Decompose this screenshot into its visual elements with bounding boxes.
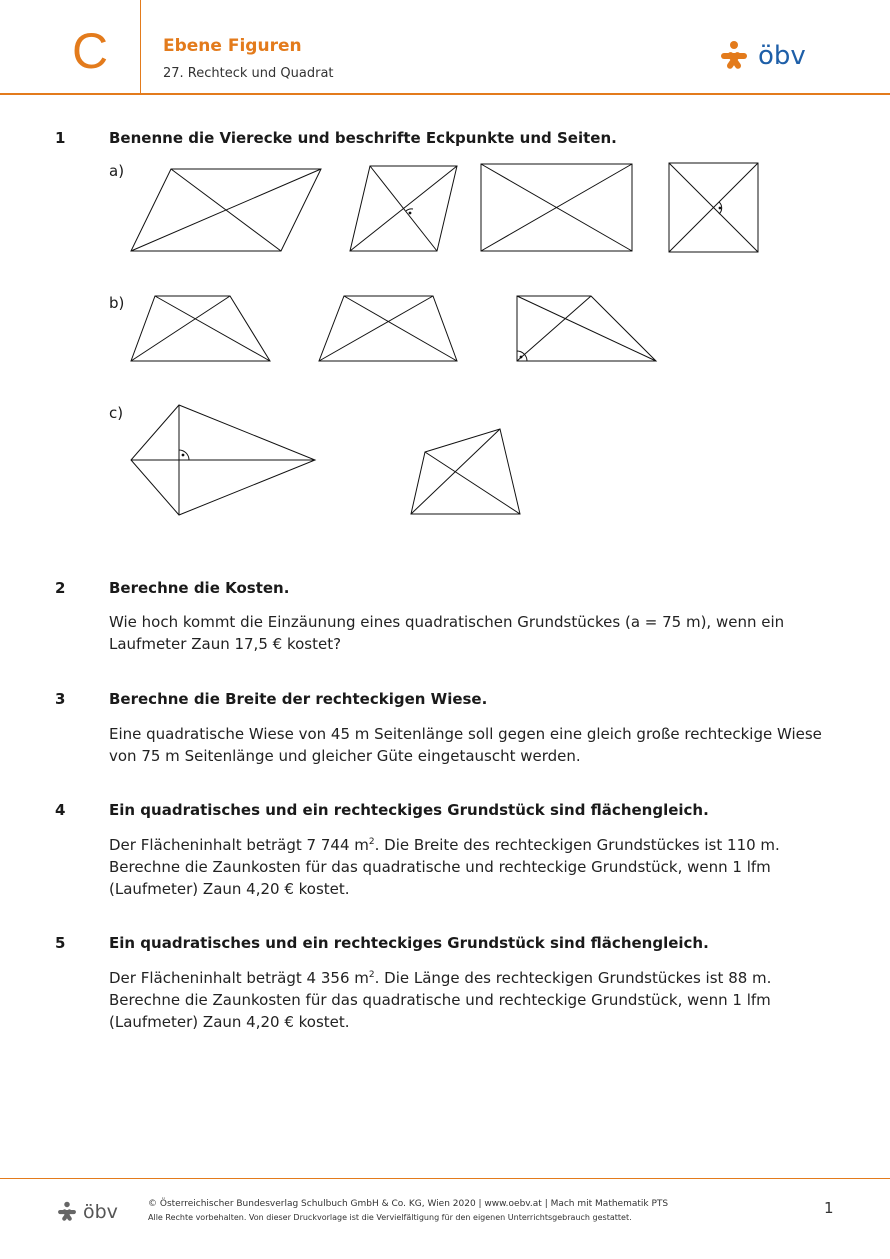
part-label-c: c) [109,404,124,422]
footer-logo-text: öbv [83,1201,118,1223]
task-title: Benenne die Vierecke und beschrifte Eckpunkte und Seiten. [109,129,617,147]
figure-right-trapezoid [517,296,656,361]
part-label-b: b) [109,294,125,312]
rights-text: Alle Rechte vorbehalten. Von dieser Druckvorlage ist die Vervielfältigung für den eigenen Unterrichtsgebrauch gestattet. [148,1213,632,1222]
footer-logo [56,1201,118,1223]
figure-trapezoid-2 [319,296,457,361]
chapter-letter: C [72,23,109,79]
task-text: Der Flächeninhalt beträgt 4 356 $m^2$. Die Länge des rechteckigen Grundstückes ist 88 m. Berechne die Zaunkosten für das quadratische und rechteckige Grundstück, wenn 1 lfm (Laufmeter) Zaun 4,20 € kostet. [109,969,772,1031]
task-number: 5 [55,934,66,952]
task-number: 1 [55,129,66,147]
task-title: Berechne die Kosten. [109,579,290,597]
task-title: Berechne die Breite der rechteckigen Wiese. [109,690,488,708]
footer-divider [0,1178,890,1179]
task-title: Ein quadratisches und ein rechteckiges Grundstück sind flächengleich. [109,934,709,952]
figure-trapezoid-1 [131,296,270,361]
quadrilateral-figures [0,0,890,560]
task-text: Wie hoch kommt die Einzäunung eines quadratischen Grundstückes (a = 75 m), wenn ein Laufmeter Zaun 17,5 € kostet? [109,613,785,653]
task-text: Der Flächeninhalt beträgt 7 744 $m^2$. Die Breite des rechteckigen Grundstückes ist 110 m. Berechne die Zaunkosten für das quadratische und rechteckige Grundstück, wenn 1 lfm (Laufmeter) Zaun 4,20 € kostet. [109,836,780,898]
figure-kite [131,405,315,515]
figure-rectangle [481,164,632,251]
figure-parallelogram [131,169,321,251]
task-number: 2 [55,579,66,597]
part-label-a: a) [109,162,125,180]
figure-square [669,163,758,252]
figure-quadrilateral [411,429,520,514]
copyright-text: © Österreichischer Bundesverlag Schulbuch GmbH & Co. KG, Wien 2020 | www.oebv.at | Mach mit Mathematik PTS [148,1199,669,1209]
task-title: Ein quadratisches und ein rechteckiges Grundstück sind flächengleich. [109,801,709,819]
task-number: 4 [55,801,66,819]
obv-star-icon [56,1201,78,1223]
task-number: 3 [55,690,66,708]
page-number: 1 [824,1199,834,1217]
header-subtitle: 27. Rechteck und Quadrat [163,66,334,81]
figure-rhombus [350,166,457,251]
task-text: Eine quadratische Wiese von 45 m Seitenlänge soll gegen eine gleich große rechteckige Wiese von 75 m Seitenlänge und gleicher Güte eingetauscht werden. [109,725,822,765]
logo-text: öbv [758,41,806,71]
header-title: Ebene Figuren [163,36,302,56]
